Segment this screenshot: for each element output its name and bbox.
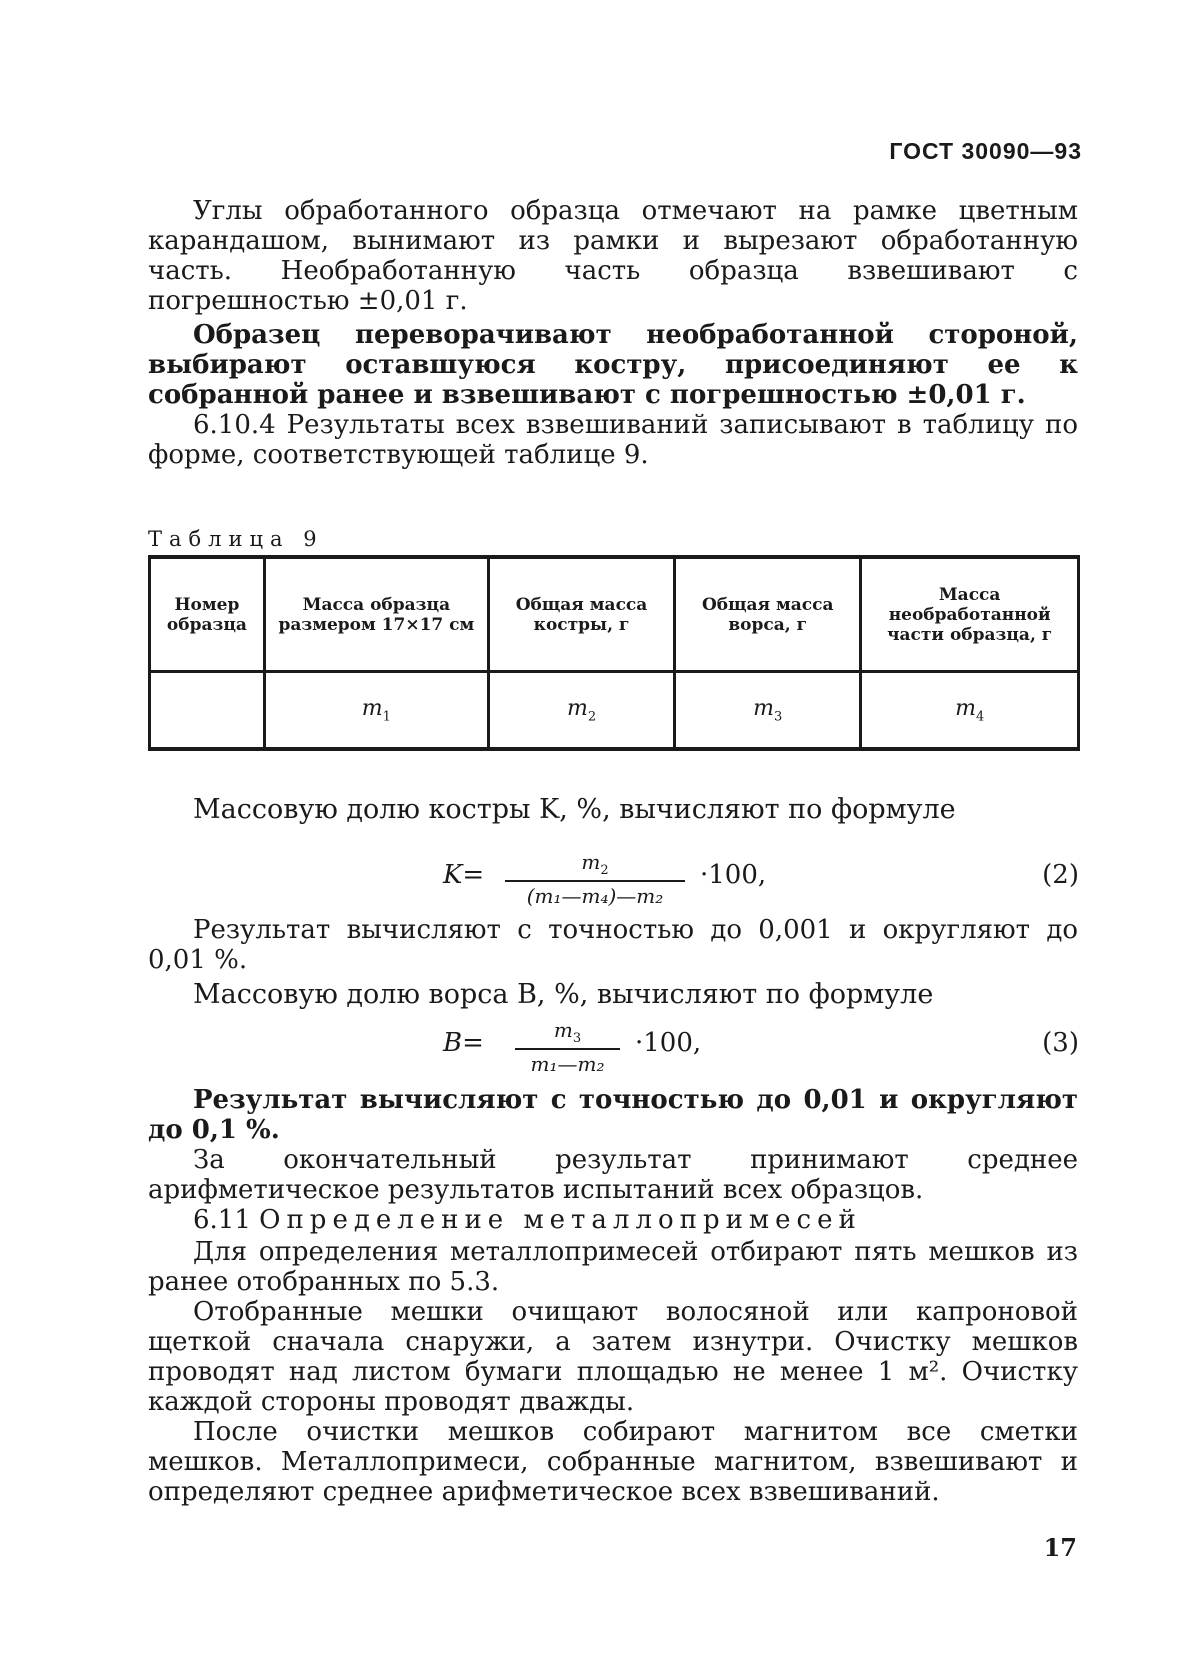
formula-tail: ·100, (635, 1028, 702, 1058)
formula-numerator: $m_3$ (553, 1018, 582, 1046)
paragraph: Образец переворачивают необработанной стороной, выбирают оставшуюся костру, присоединяют ее к собранной ранее и взвешивают с погрешностью ±0,01 г. (148, 320, 1078, 410)
formula-fraction (515, 1018, 620, 1076)
formula-fraction (505, 850, 685, 908)
document-id-header: ГОСТ 30090—93 (889, 138, 1082, 164)
section-heading (148, 1205, 1078, 1235)
formula-2 (0, 850, 1187, 910)
column-header: Общая масса костры, г (488, 557, 674, 672)
formula-lhs: B= (443, 1028, 484, 1058)
table-row (150, 672, 1079, 750)
paragraph: Для определения металлопримесей отбирают пять мешков из ранее отобранных по 5.3. (148, 1237, 1078, 1297)
formula-tail: ·100, (700, 860, 767, 890)
paragraph: 6.10.4 Результаты всех взвешиваний записывают в таблицу по форме, соответствующей таблице 9. (148, 410, 1078, 470)
table-caption: Таблица 9 (148, 527, 324, 551)
table-header-row (150, 557, 1079, 672)
column-header: Номер образца (150, 557, 265, 672)
table-9 (148, 555, 1080, 751)
equation-number: (3) (1042, 1028, 1079, 1058)
paragraph: Углы обработанного образца отмечают на рамке цветным карандашом, вынимают из рамки и вырезают обработанную часть. Необработанную часть образца взвешивают с погрешностью ±0,01 г. (148, 196, 1078, 316)
formula-numerator: $m_2$ (581, 850, 609, 878)
formula-3 (0, 1018, 1187, 1078)
paragraph: Результат вычисляют с точностью до 0,01 и округляют до 0,1 %. (148, 1085, 1078, 1145)
table-cell: $m_1$ (264, 672, 488, 750)
paragraph: За окончательный результат принимают среднее арифметическое результатов испытаний всех образцов. (148, 1145, 1078, 1205)
column-header: Общая масса ворса, г (675, 557, 861, 672)
paragraph: После очистки мешков собирают магнитом все сметки мешков. Металлопримеси, собранные магнитом, взвешивают и определяют среднее арифметическое всех взвешиваний. (148, 1417, 1078, 1507)
column-header: Масса образца размером 17×17 см (264, 557, 488, 672)
formula-lhs: K= (443, 860, 485, 890)
paragraph: Отобранные мешки очищают волосяной или капроновой щеткой сначала снаружи, а затем изнутри. Очистку мешков проводят над листом бумаги площадью не менее 1 м². Очистку каждой стороны проводят дважды. (148, 1297, 1078, 1417)
equation-number: (2) (1042, 860, 1079, 890)
table-cell: $m_4$ (861, 672, 1079, 750)
section-number: 6.11 (193, 1205, 251, 1235)
paragraph: Результат вычисляют с точностью до 0,001 и округляют до 0,01 %. (148, 915, 1078, 975)
paragraph: Массовую долю ворса B, %, вычисляют по формуле (193, 979, 934, 1010)
table-cell: $m_3$ (675, 672, 861, 750)
section-title: Определение металлопримесей (259, 1205, 862, 1235)
table-cell: $m_2$ (488, 672, 674, 750)
formula-denominator: (m₁—m₄)—m₂ (505, 880, 685, 908)
paragraph: Массовую долю костры K, %, вычисляют по формуле (193, 794, 956, 825)
column-header: Масса необработанной части образца, г (861, 557, 1079, 672)
table-cell (150, 672, 265, 750)
page-number: 17 (1043, 1533, 1077, 1562)
formula-denominator: m₁—m₂ (515, 1048, 620, 1076)
